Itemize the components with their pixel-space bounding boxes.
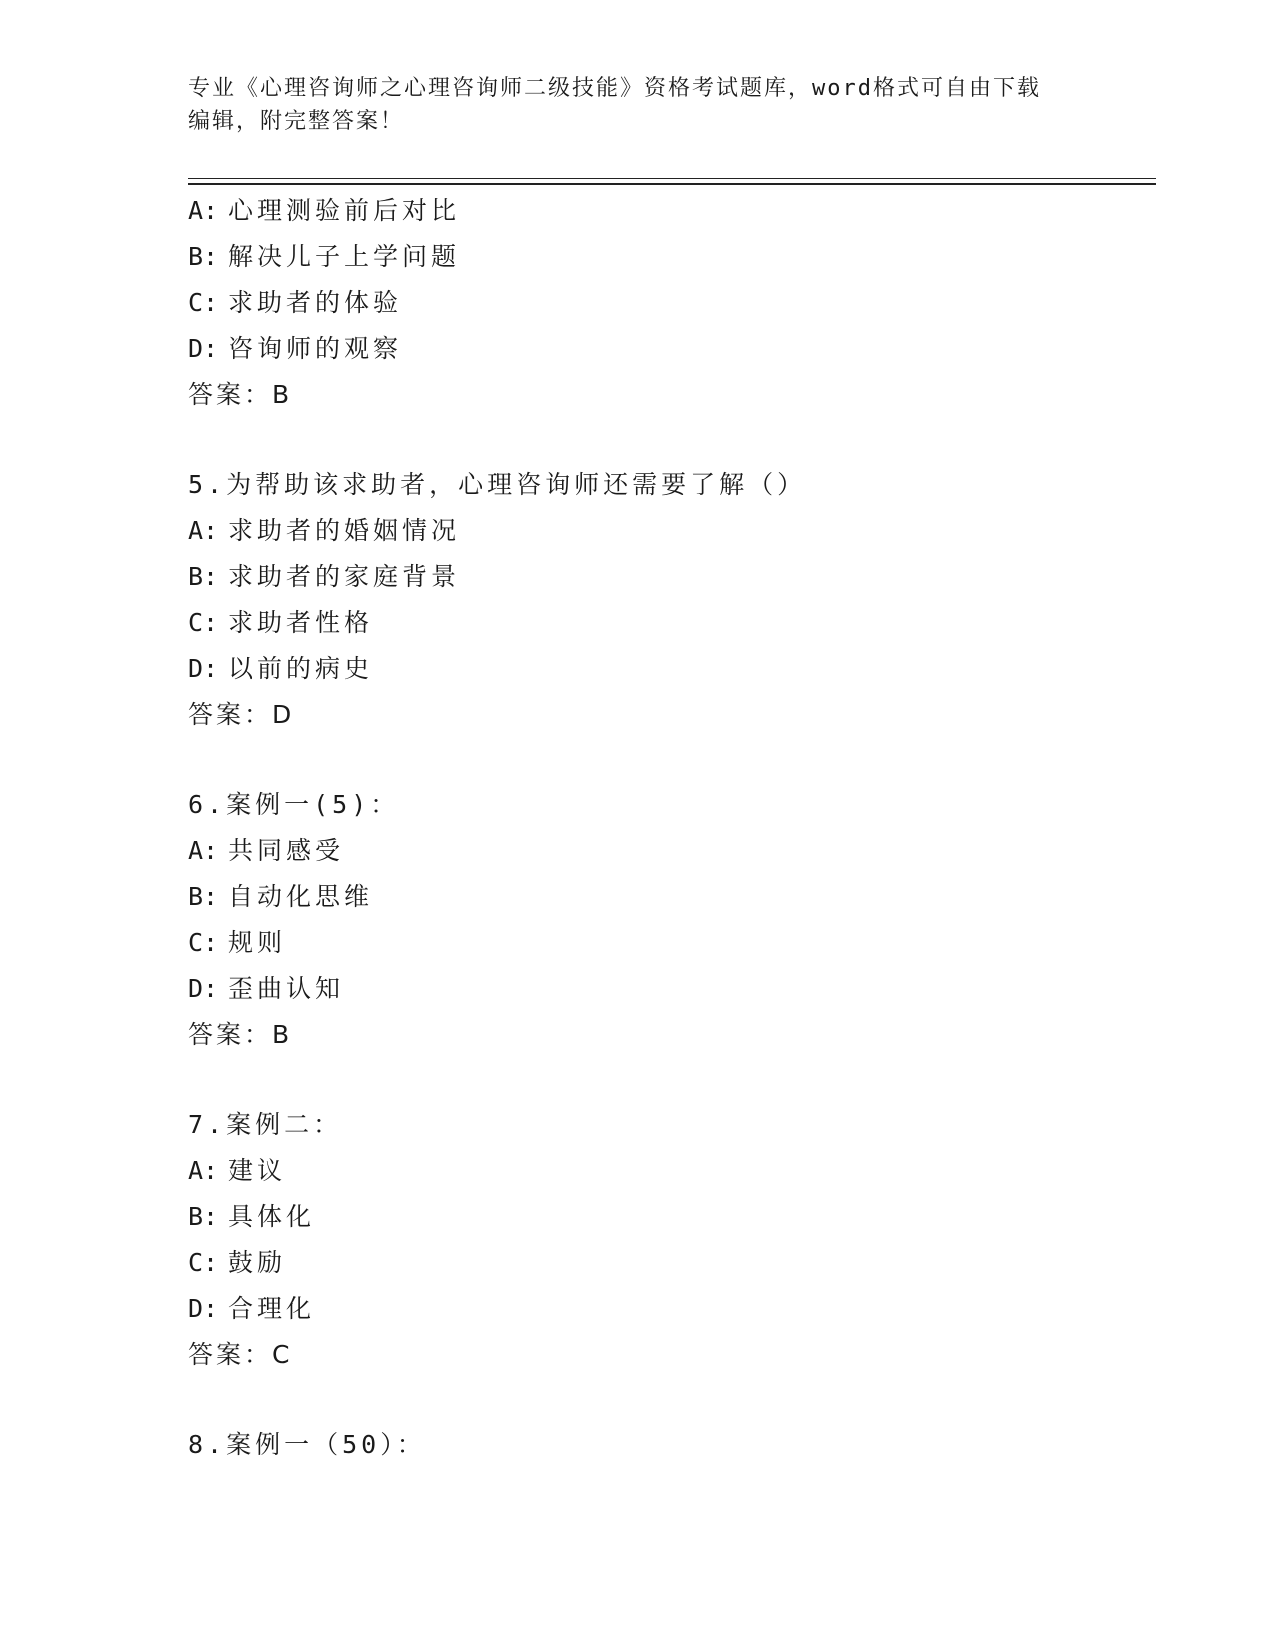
option-d: D: 咨询师的观察 bbox=[188, 334, 403, 363]
question-4 bbox=[188, 188, 1148, 418]
option-d: D: 歪曲认知 bbox=[188, 974, 345, 1003]
option-c: C: 求助者的体验 bbox=[188, 288, 403, 317]
option-b: B: 具体化 bbox=[188, 1202, 316, 1231]
question-7 bbox=[188, 1102, 1148, 1378]
header-line-2: 编辑，附完整答案！ bbox=[188, 109, 405, 134]
question-8 bbox=[188, 1422, 1148, 1468]
option-d: D: 合理化 bbox=[188, 1294, 316, 1323]
question-stem: 6.案例一(5)： bbox=[188, 790, 400, 819]
option-a: A: 建议 bbox=[188, 1156, 287, 1185]
option-c: C: 鼓励 bbox=[188, 1248, 287, 1277]
answer-line: 答案：C bbox=[188, 1340, 293, 1369]
option-b: B: 解决儿子上学问题 bbox=[188, 242, 461, 271]
option-b: B: 求助者的家庭背景 bbox=[188, 562, 461, 591]
answer-line: 答案：D bbox=[188, 700, 295, 729]
option-c: C: 求助者性格 bbox=[188, 608, 374, 637]
question-stem: 7.案例二： bbox=[188, 1110, 343, 1139]
option-a: A: 心理测验前后对比 bbox=[188, 196, 461, 225]
question-stem: 5.为帮助该求助者，心理咨询师还需要了解（） bbox=[188, 470, 807, 499]
answer-line: 答案：B bbox=[188, 380, 293, 409]
question-6 bbox=[188, 782, 1148, 1058]
header-divider-thick bbox=[188, 183, 1156, 185]
option-c: C: 规则 bbox=[188, 928, 287, 957]
header-divider-thin bbox=[188, 178, 1156, 179]
question-list bbox=[188, 188, 1148, 1468]
answer-line: 答案：B bbox=[188, 1020, 293, 1049]
question-5 bbox=[188, 462, 1148, 738]
document-header bbox=[188, 72, 1088, 138]
question-stem: 8.案例一（50）： bbox=[188, 1430, 426, 1459]
option-a: A: 共同感受 bbox=[188, 836, 345, 865]
option-d: D: 以前的病史 bbox=[188, 654, 374, 683]
option-a: A: 求助者的婚姻情况 bbox=[188, 516, 461, 545]
header-line-1: 专业《心理咨询师之心理咨询师二级技能》资格考试题库，word格式可自由下载 bbox=[188, 76, 1041, 101]
option-b: B: 自动化思维 bbox=[188, 882, 374, 911]
